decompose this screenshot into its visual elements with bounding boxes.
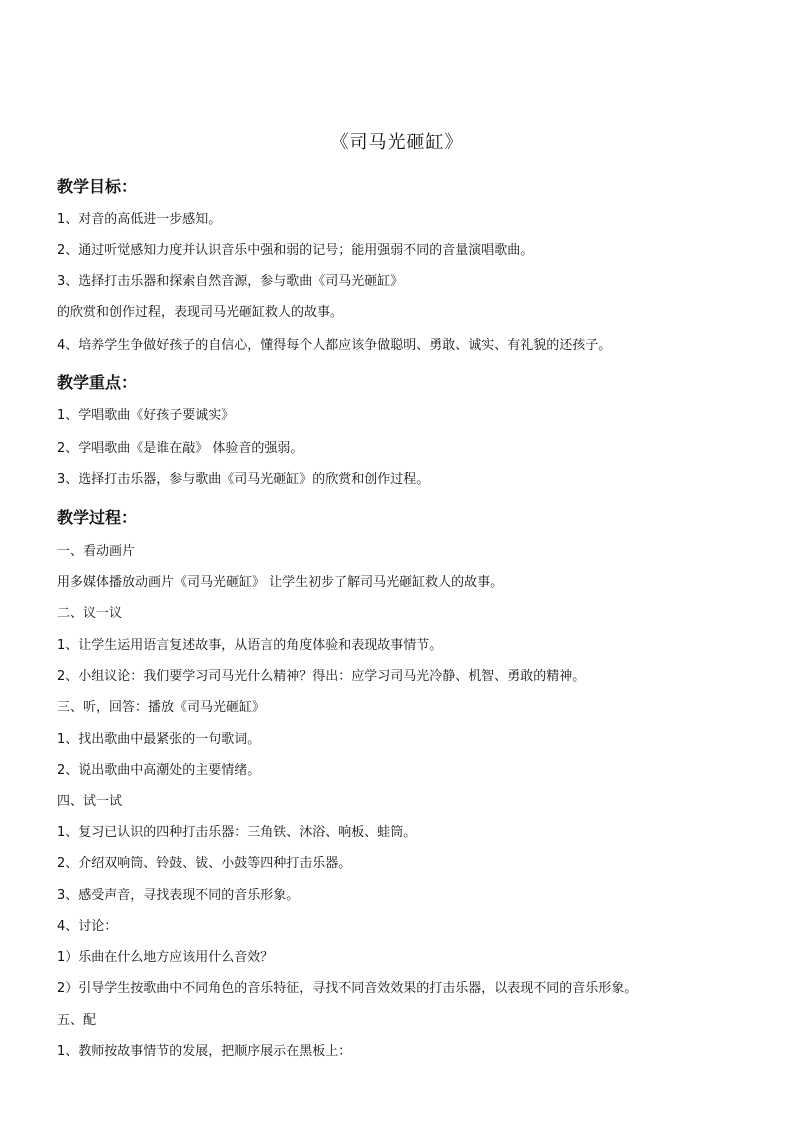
goal-item: 3、选择打击乐器和探索自然音源，参与歌曲《司马光砸缸》 xyxy=(57,274,404,289)
process-item: 四、试一试 xyxy=(57,794,123,809)
process-item: 1、复习已认识的四种打击乐器：三角铁、沐浴、响板、蛙筒。 xyxy=(57,825,417,840)
process-item: 3、感受声音，寻找表现不同的音乐形象。 xyxy=(57,888,300,903)
section-heading-process: 教学过程： xyxy=(57,508,138,527)
process-item: 4、讨论： xyxy=(57,919,118,934)
goal-item: 的欣赏和创作过程，表现司马光砸缸救人的故事。 xyxy=(57,305,344,320)
goal-item: 2、通过听觉感知力度并认识音乐中强和弱的记号；能用强弱不同的音量演唱歌曲。 xyxy=(57,243,534,258)
process-item: 五、配 xyxy=(57,1013,97,1028)
process-item: 2）引导学生按歌曲中不同角色的音乐特征，寻找不同音效效果的打击乐器，以表现不同的音乐形象。 xyxy=(57,981,638,996)
process-item: 1、让学生运用语言复述故事，从语言的角度体验和表现故事情节。 xyxy=(57,638,443,653)
process-item: 三、听，回答：播放《司马光砸缸》 xyxy=(57,700,266,715)
goal-item: 1、对音的高低进一步感知。 xyxy=(57,212,222,227)
process-item: 1）乐曲在什么地方应该用什么音效？ xyxy=(57,950,274,965)
goal-item: 4、培养学生争做好孩子的自信心，懂得每个人都应该争做聪明、勇敢、诚实、有礼貌的还孩子。 xyxy=(57,338,612,353)
focus-item: 3、选择打击乐器，参与歌曲《司马光砸缸》的欣赏和创作过程。 xyxy=(57,472,430,487)
process-item: 2、小组议论：我们要学习司马光什么精神？得出：应学习司马光冷静、机智、勇敢的精神。 xyxy=(57,669,586,684)
process-item: 1、找出歌曲中最紧张的一句歌词。 xyxy=(57,732,261,747)
section-heading-focus: 教学重点： xyxy=(57,373,138,392)
process-item: 2、说出歌曲中高潮处的主要情绪。 xyxy=(57,763,261,778)
process-item: 2、介绍双响筒、铃鼓、钹、小鼓等四种打击乐器。 xyxy=(57,856,352,871)
focus-item: 2、学唱歌曲《是谁在敲》 体验音的强弱。 xyxy=(57,441,304,456)
process-item: 一、看动画片 xyxy=(57,544,136,559)
process-item: 用多媒体播放动画片《司马光砸缸》 让学生初步了解司马光砸缸救人的故事。 xyxy=(57,575,504,590)
document-title: 《司马光砸缸》 xyxy=(330,132,464,153)
process-item: 二、议一议 xyxy=(57,606,123,621)
process-item: 1、教师按故事情节的发展，把顺序展示在黑板上： xyxy=(57,1044,352,1059)
section-heading-goals: 教学目标： xyxy=(57,177,138,196)
focus-item: 1、学唱歌曲《好孩子要诚实》 xyxy=(57,408,235,423)
